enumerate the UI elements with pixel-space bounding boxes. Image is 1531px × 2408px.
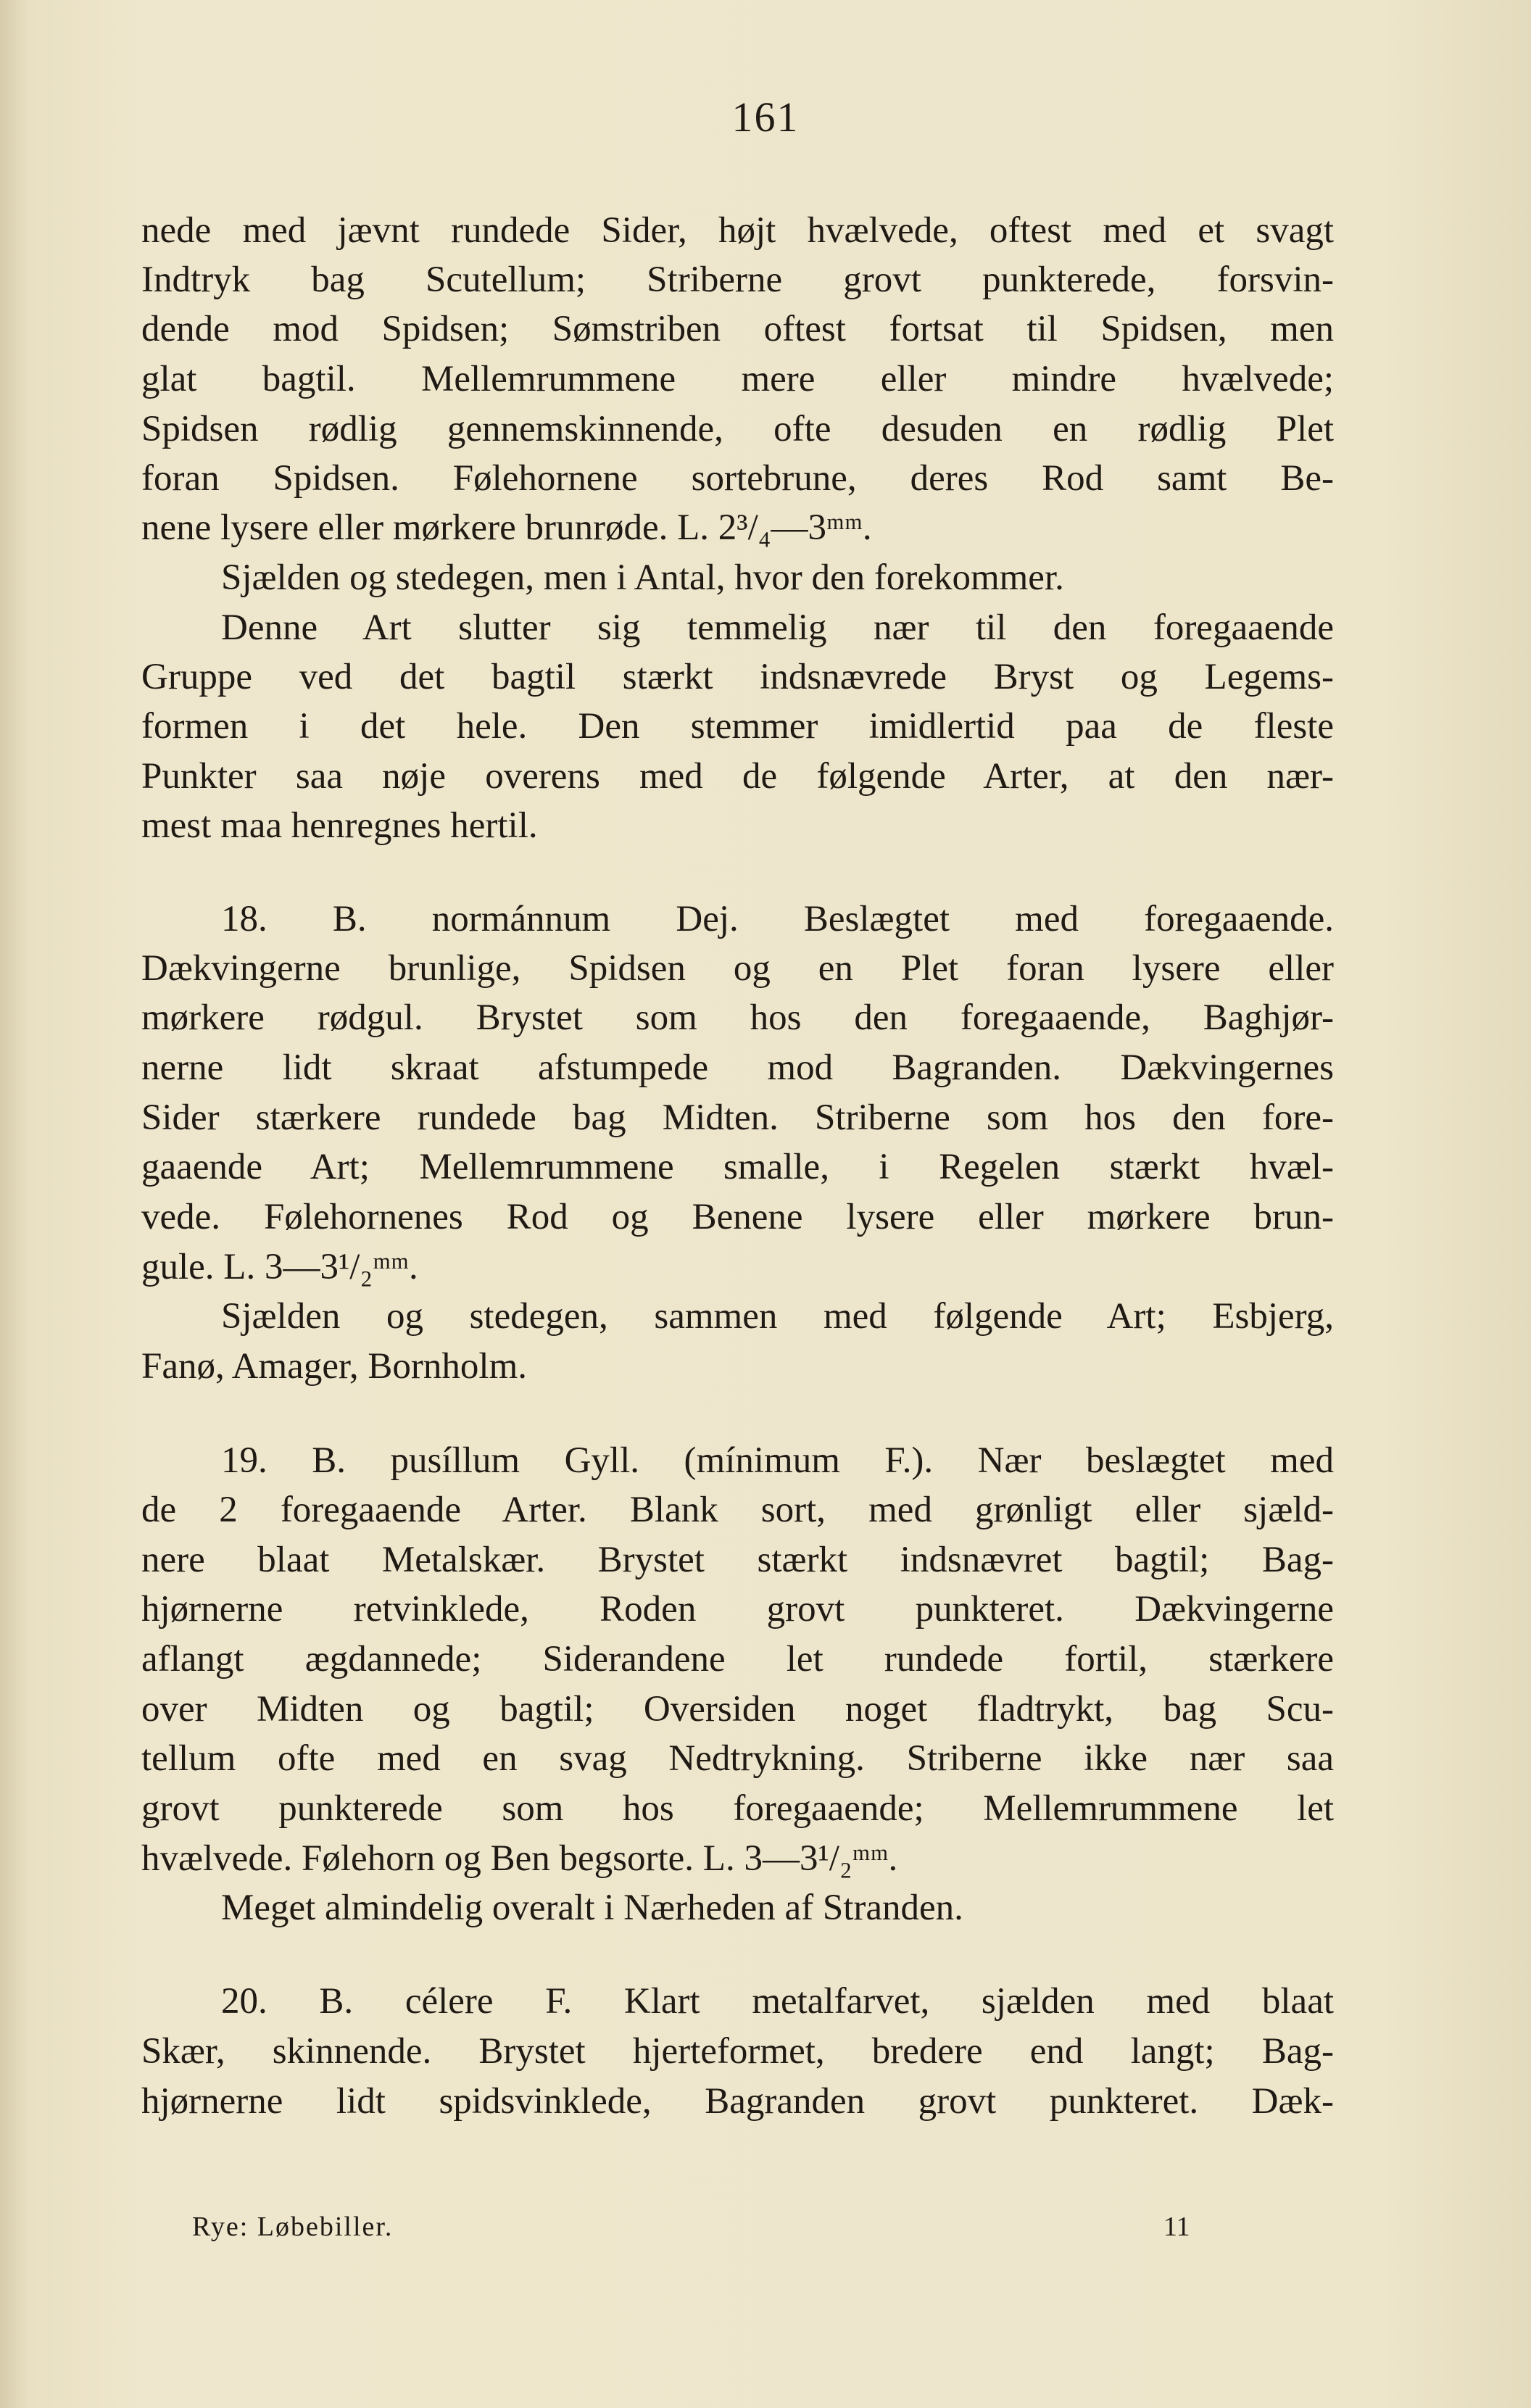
species-20-line: hjørnerne lidt spidsvinklede, Bagranden grovt punkteret. Dæk- <box>141 2081 1334 2122</box>
species-18-line: gule. L. 3—3¹/₂ᵐᵐ. <box>141 1247 418 1287</box>
species-19-line: nere blaat Metalskær. Brystet stærkt indsnævret bagtil; Bag- <box>141 1540 1334 1580</box>
page-number: 161 <box>731 94 800 141</box>
species-18-line: vede. Følehornenes Rod og Benene lysere eller mørkere brun- <box>141 1197 1334 1237</box>
paragraph-continuation-line: Indtryk bag Scutellum; Striberne grovt punkterede, forsvin- <box>141 260 1334 300</box>
species-20-line: 20. B. célere F. Klart metalfarvet, sjælden med blaat <box>221 1981 1334 2022</box>
species-19-line: Meget almindelig overalt i Nærheden af Stranden. <box>221 1888 963 1928</box>
paragraph-continuation-line: dende mod Spidsen; Sømstriben oftest fortsat til Spidsen, men <box>141 309 1334 349</box>
paragraph-continuation-line: Sjælden og stedegen, men i Antal, hvor den forekommer. <box>221 557 1064 598</box>
species-18-line: Sider stærkere rundede bag Midten. Striberne som hos den fore- <box>141 1097 1334 1138</box>
species-19-line: over Midten og bagtil; Oversiden noget fladtrykt, bag Scu- <box>141 1689 1334 1730</box>
species-19-line: de 2 foregaaende Arter. Blank sort, med grønligt eller sjæld- <box>141 1490 1334 1530</box>
species-19-line: hjørnerne retvinklede, Roden grovt punkteret. Dækvingerne <box>141 1589 1334 1629</box>
species-19-line: hvælvede. Følehorn og Ben begsorte. L. 3—3¹/₂ᵐᵐ. <box>141 1838 898 1879</box>
paragraph-continuation-line: Punkter saa nøje overens med de følgende Arter, at den nær- <box>141 756 1334 797</box>
footer-sheet-number: 11 <box>1163 2212 1190 2242</box>
species-20-line: Skær, skinnende. Brystet hjerteformet, bredere end langt; Bag- <box>141 2031 1334 2072</box>
paragraph-continuation-line: foran Spidsen. Følehornene sortebrune, deres Rod samt Be- <box>141 458 1334 499</box>
species-18-line: Fanø, Amager, Bornholm. <box>141 1346 527 1387</box>
species-18-line: 18. B. normánnum Dej. Beslægtet med foregaaende. <box>221 899 1334 939</box>
paragraph-continuation-line: glat bagtil. Mellemrummene mere eller mindre hvælvede; <box>141 359 1334 399</box>
paragraph-continuation-line: Spidsen rødlig gennemskinnende, ofte desuden en rødlig Plet <box>141 409 1334 449</box>
species-18-line: gaaende Art; Mellemrummene smalle, i Regelen stærkt hvæl- <box>141 1147 1334 1187</box>
species-19-line: aflangt ægdannede; Siderandene let rundede fortil, stærkere <box>141 1639 1334 1680</box>
paragraph-continuation-line: nede med jævnt rundede Sider, højt hvælvede, oftest med et svagt <box>141 210 1334 251</box>
paragraph-continuation-line: nene lysere eller mørkere brunrøde. L. 2³/₄—3ᵐᵐ. <box>141 507 872 548</box>
paragraph-continuation-line: mest maa henregnes hertil. <box>141 805 538 846</box>
species-19-line: grovt punkterede som hos foregaaende; Mellemrummene let <box>141 1788 1334 1829</box>
species-19-line: 19. B. pusíllum Gyll. (mínimum F.). Nær beslægtet med <box>221 1440 1334 1481</box>
species-19-line: tellum ofte med en svag Nedtrykning. Striberne ikke nær saa <box>141 1738 1334 1779</box>
paragraph-continuation-line: Gruppe ved det bagtil stærkt indsnævrede Bryst og Legems- <box>141 657 1334 697</box>
species-18-line: Sjælden og stedegen, sammen med følgende Art; Esbjerg, <box>221 1296 1334 1337</box>
paragraph-continuation-line: formen i det hele. Den stemmer imidlertid paa de fleste <box>141 706 1334 747</box>
species-18-line: mørkere rødgul. Brystet som hos den foregaaende, Baghjør- <box>141 997 1334 1038</box>
species-18-line: nerne lidt skraat afstumpede mod Bagranden. Dækvingernes <box>141 1047 1334 1088</box>
species-18-line: Dækvingerne brunlige, Spidsen og en Plet foran lysere eller <box>141 948 1334 989</box>
footer-signature: Rye: Løbebiller. <box>192 2212 394 2242</box>
paragraph-continuation-line: Denne Art slutter sig temmelig nær til den foregaaende <box>221 607 1334 648</box>
